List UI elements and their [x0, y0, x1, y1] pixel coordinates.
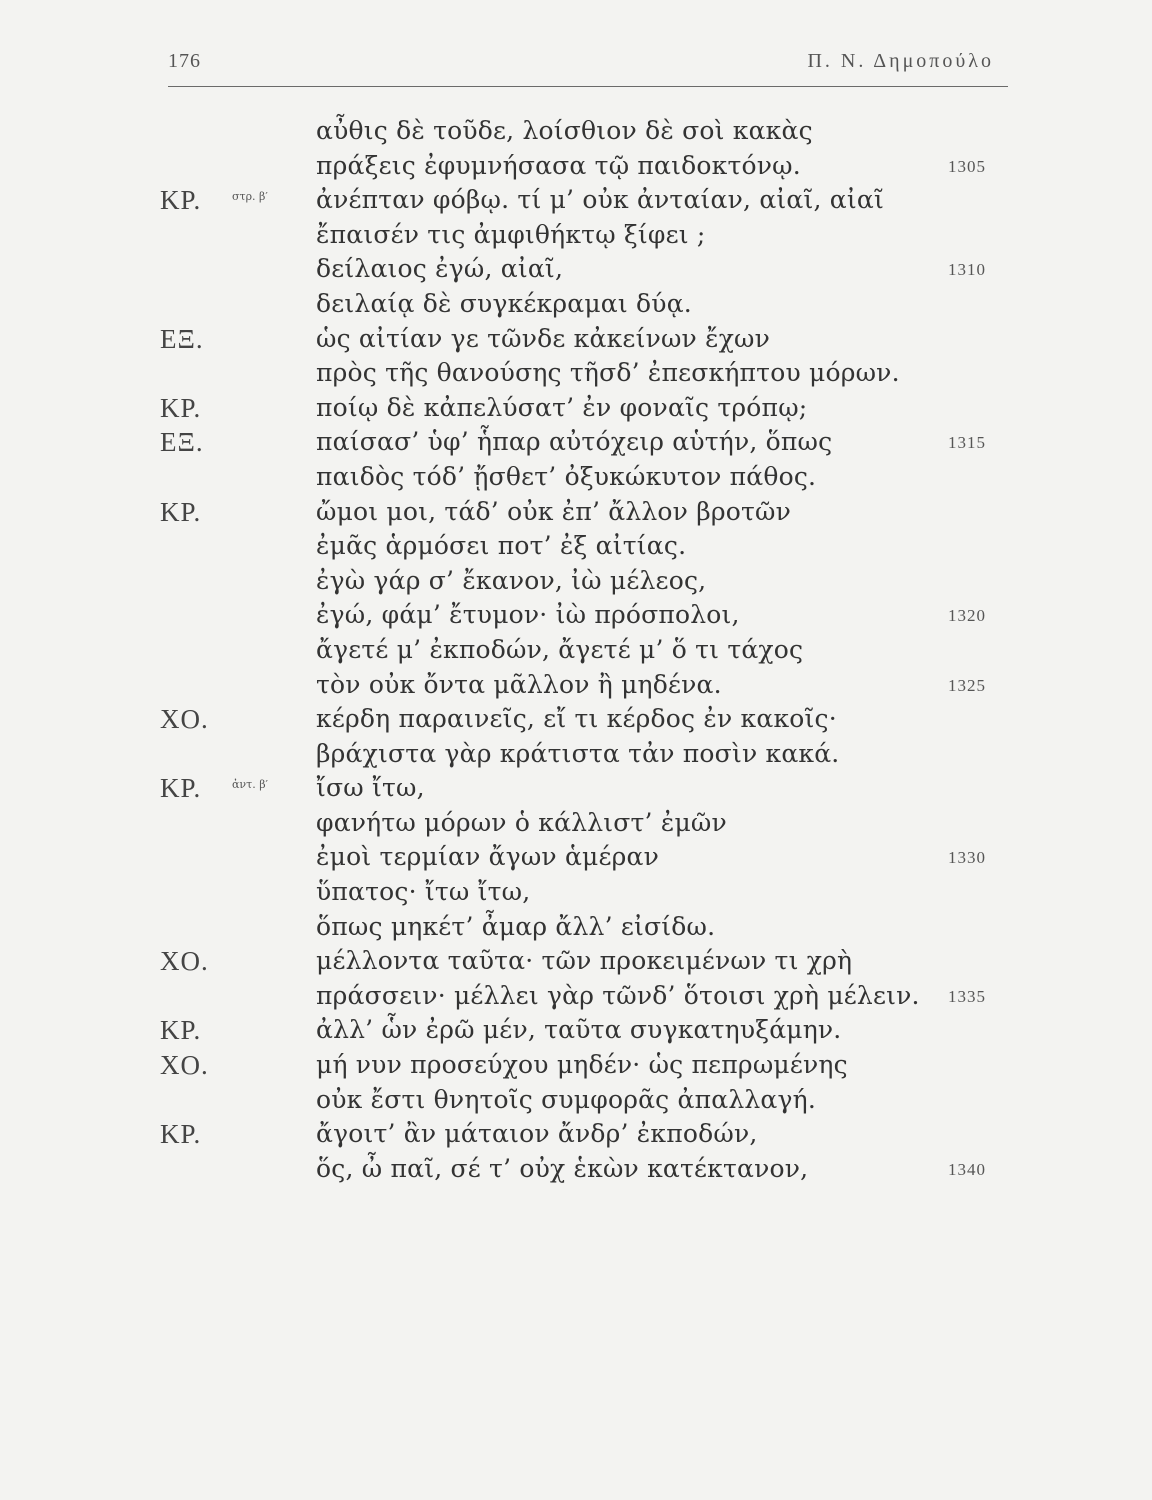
- verse-text-line: ποίῳ δὲ κἀπελύσατ’ ἐν φοναῖς τρόπῳ;: [316, 392, 808, 422]
- line-number: 1310: [948, 260, 986, 280]
- verse-text-line: μέλλοντα ταῦτα· τῶν προκειμένων τι χρὴ: [316, 946, 853, 976]
- verse-text-line: μή νυν προσεύχου μηδέν· ὡς πεπρωμένης: [316, 1050, 848, 1080]
- verse-line: [0, 1048, 1152, 1083]
- verse-text-line: πράσσειν· μέλλει γὰρ τῶνδ’ ὅτοισι χρὴ μέλειν.: [316, 980, 920, 1010]
- verse-line: [0, 287, 1152, 322]
- speaker-label: ΧΟ.: [160, 946, 209, 977]
- verse-line: [0, 252, 1152, 287]
- verse-line: [0, 322, 1152, 357]
- line-number: 1315: [948, 433, 986, 453]
- verse-line: [0, 840, 1152, 875]
- verse-line: [0, 149, 1152, 184]
- verse-text-line: ἄγοιτ’ ἂν μάταιον ἄνδρ’ ἐκποδών,: [316, 1119, 758, 1149]
- speaker-label: ΧΟ.: [160, 704, 209, 735]
- verse-line: [0, 564, 1152, 599]
- speaker-label: ΚΡ.: [160, 773, 202, 804]
- verse-line: [0, 1013, 1152, 1048]
- verse-line: [0, 668, 1152, 703]
- verse-text-line: φανήτω μόρων ὁ κάλλιστ’ ἐμῶν: [316, 807, 727, 837]
- verse-line: [0, 1083, 1152, 1118]
- verse-text-line: παιδὸς τόδ’ ᾔσθετ’ ὀξυκώκυτον πάθος.: [316, 461, 817, 491]
- running-head: Π. Ν. Δημοπούλο: [807, 50, 994, 72]
- page-number: 176: [168, 50, 201, 72]
- verse-line: [0, 114, 1152, 149]
- line-number: 1330: [948, 848, 986, 868]
- line-number: 1340: [948, 1159, 986, 1179]
- verse-line: [0, 391, 1152, 426]
- speaker-label: ΚΡ.: [160, 1119, 202, 1150]
- verse-line: [0, 633, 1152, 668]
- verse-line: [0, 910, 1152, 945]
- verse-text-line: παίσασ’ ὑφ’ ἧπαρ αὐτόχειρ αὑτήν, ὅπως: [316, 427, 833, 457]
- verse-text-line: ἐγώ, φάμ’ ἔτυμον· ἰὼ πρόσπολοι,: [316, 600, 740, 630]
- verse-text-line: ἐμᾶς ἁρμόσει ποτ’ ἐξ αἰτίας.: [316, 531, 687, 561]
- speaker-label: ΕΞ.: [160, 323, 204, 354]
- verse-line: [0, 979, 1152, 1014]
- line-number: 1305: [948, 156, 986, 176]
- verse-line: [0, 495, 1152, 530]
- speaker-label: ΚΡ.: [160, 392, 202, 423]
- verse-text-line: ὕπατος· ἴτω ἴτω,: [316, 877, 531, 907]
- verse-text-line: ἔπαισέν τις ἀμφιθήκτῳ ξίφει ;: [316, 219, 706, 249]
- verse-line: [0, 425, 1152, 460]
- verse-text-line: δείλαιος ἐγώ, αἰαῖ,: [316, 254, 564, 284]
- page-header: [168, 50, 1008, 87]
- speaker-label: ΚΡ.: [160, 185, 202, 216]
- verse-text-line: πράξεις ἐφυμνήσασα τῷ παιδοκτόνῳ.: [316, 150, 801, 180]
- verse-line: [0, 598, 1152, 633]
- verse-line: [0, 218, 1152, 253]
- verse-text-line: βράχιστα γὰρ κράτιστα τἀν ποσὶν κακά.: [316, 738, 840, 768]
- verse-line: [0, 356, 1152, 391]
- line-number: 1320: [948, 606, 986, 626]
- verse-line: [0, 183, 1152, 218]
- verse-text-line: τὸν οὐκ ὄντα μᾶλλον ἢ μηδένα.: [316, 669, 722, 699]
- verse-text-line: ἐμοὶ τερμίαν ἄγων ἁμέραν: [316, 842, 660, 872]
- verse-line: [0, 1117, 1152, 1152]
- speaker-label: ΧΟ.: [160, 1050, 209, 1081]
- line-number: 1325: [948, 675, 986, 695]
- verse-line: [0, 806, 1152, 841]
- verse-text-line: δειλαίᾳ δὲ συγκέκραμαι δύᾳ.: [316, 288, 692, 318]
- verse-text-line: αὖθις δὲ τοῦδε, λοίσθιον δὲ σοὶ κακὰς: [316, 116, 813, 145]
- speaker-label: ΚΡ.: [160, 496, 202, 527]
- verse-line: [0, 702, 1152, 737]
- verse-text: [0, 114, 1152, 1186]
- verse-text-line: ὤμοι μοι, τάδ’ οὐκ ἐπ’ ἄλλον βροτῶν: [316, 496, 792, 526]
- verse-text-line: οὐκ ἔστι θνητοῖς συμφορᾶς ἀπαλλαγή.: [316, 1084, 816, 1114]
- verse-text-line: ὡς αἰτίαν γε τῶνδε κἀκείνων ἔχων: [316, 323, 771, 353]
- verse-text-line: ὅπως μηκέτ’ ἆμαρ ἄλλ’ εἰσίδω.: [316, 911, 716, 941]
- verse-line: [0, 737, 1152, 772]
- verse-line: [0, 875, 1152, 910]
- verse-line: [0, 1152, 1152, 1187]
- verse-text-line: κέρδη παραινεῖς, εἴ τι κέρδος ἐν κακοῖς·: [316, 704, 837, 734]
- verse-text-line: ἀλλ’ ὧν ἐρῶ μέν, ταῦτα συγκατηυξάμην.: [316, 1015, 842, 1045]
- verse-text-line: ἴσω ἴτω,: [316, 773, 425, 803]
- verse-text-line: ἄγετέ μ’ ἐκποδών, ἄγετέ μ’ ὅ τι τάχος: [316, 634, 804, 664]
- verse-text-line: πρὸς τῆς θανούσης τῆσδ’ ἐπεσκήπτου μόρων.: [316, 358, 900, 388]
- verse-text-line: ὅς, ὦ παῖ, σέ τ’ οὐχ ἑκὼν κατέκτανον,: [316, 1153, 809, 1183]
- line-number: 1335: [948, 986, 986, 1006]
- verse-text-line: ἀνέπταν φόβῳ. τί μ’ οὐκ ἀνταίαν, αἰαῖ, αἰαῖ: [316, 185, 884, 215]
- speaker-label: ΕΞ.: [160, 427, 204, 458]
- verse-line: [0, 460, 1152, 495]
- strophe-marker: ἀντ. β′: [232, 778, 269, 792]
- strophe-marker: στρ. β′: [232, 190, 268, 204]
- verse-line: [0, 529, 1152, 564]
- speaker-label: ΚΡ.: [160, 1015, 202, 1046]
- verse-text-line: ἐγὼ γάρ σ’ ἔκανον, ἰὼ μέλεος,: [316, 565, 707, 595]
- verse-line: [0, 944, 1152, 979]
- verse-line: [0, 771, 1152, 806]
